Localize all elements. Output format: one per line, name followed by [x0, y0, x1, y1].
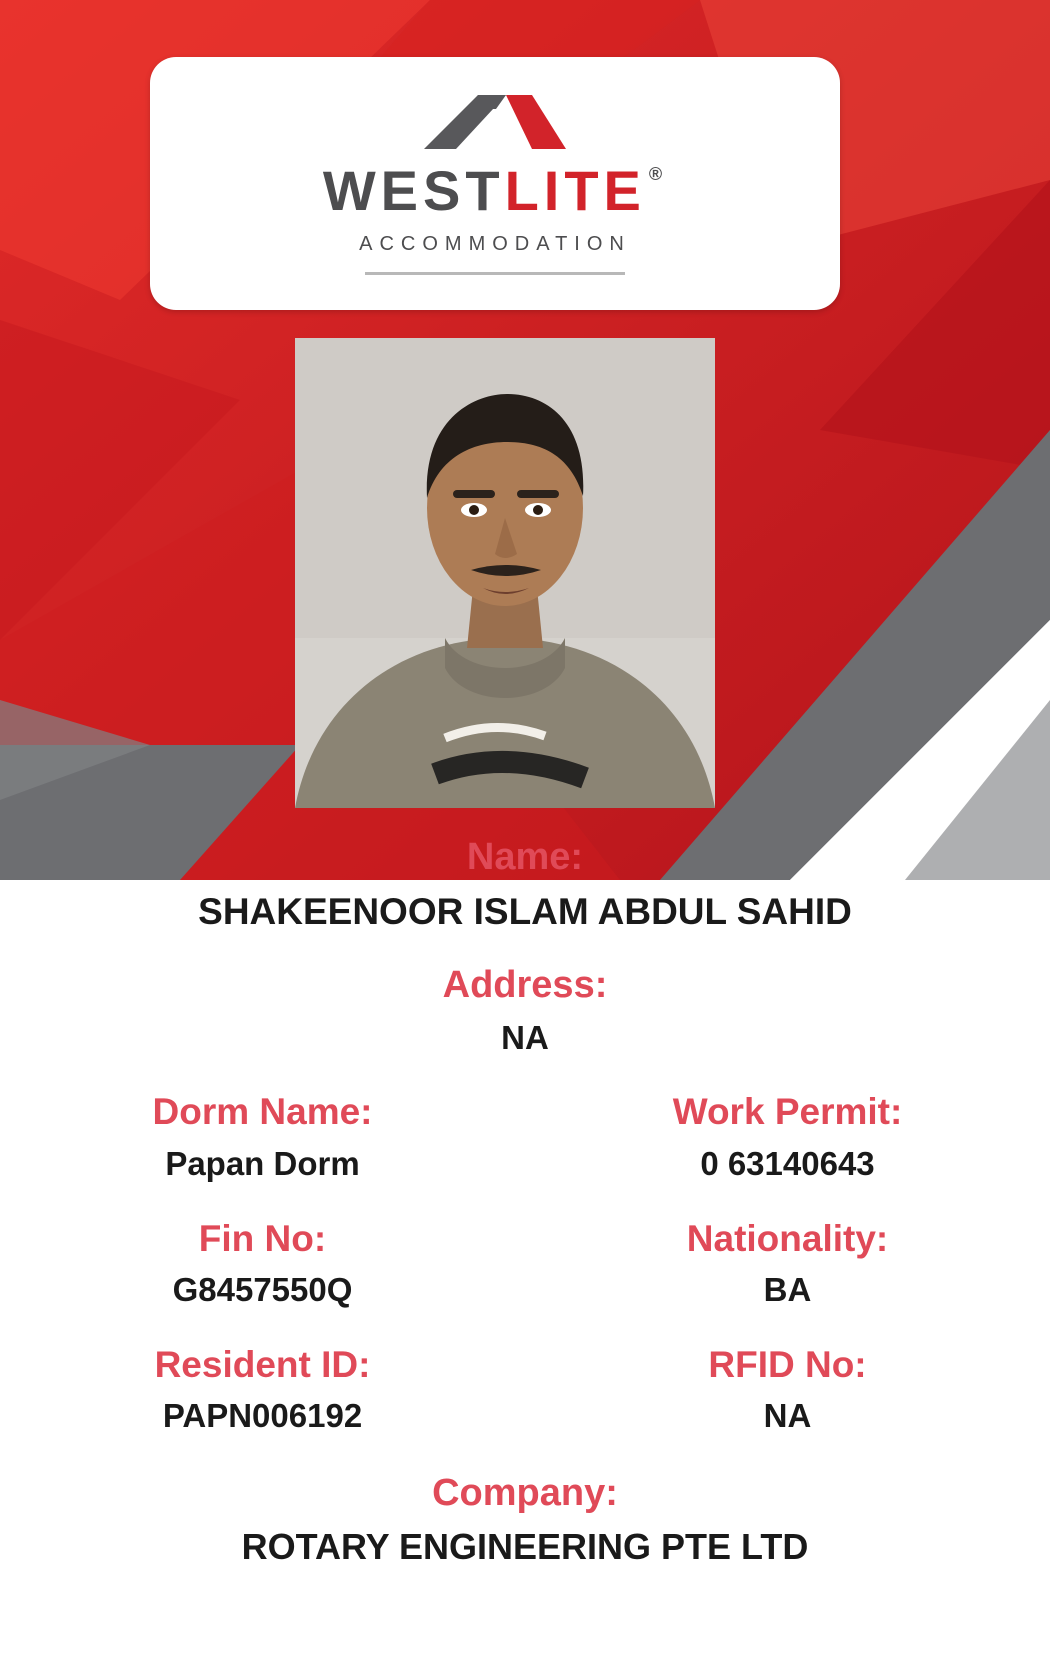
field-company — [0, 1472, 1050, 1569]
address-label: Address: — [442, 964, 608, 1007]
field-name — [0, 836, 1050, 934]
work-permit-value: 0 63140643 — [700, 1144, 875, 1182]
rfid-no-label: RFID No: — [708, 1343, 867, 1385]
resident-photo — [295, 338, 715, 808]
resident-id-value: PAPN006192 — [162, 1397, 363, 1435]
fin-no-label: Fin No: — [198, 1217, 327, 1259]
row-fin-nationality — [0, 1218, 1050, 1310]
rfid-no-value: NA — [763, 1397, 812, 1435]
field-dorm-name — [0, 1091, 525, 1183]
name-value: SHAKEENOOR ISLAM ABDUL SAHID — [198, 890, 852, 932]
field-work-permit — [525, 1091, 1050, 1183]
company-value: ROTARY ENGINEERING PTE LTD — [241, 1526, 809, 1568]
name-label: Name: — [466, 836, 584, 878]
registered-trademark-icon: ® — [648, 163, 668, 184]
company-label: Company: — [432, 1471, 618, 1514]
brand-wordmark — [322, 158, 668, 222]
wordmark-west: WEST — [322, 158, 505, 222]
work-permit-label: Work Permit: — [672, 1091, 903, 1133]
row-dorm-workpermit — [0, 1091, 1050, 1183]
field-fin-no — [0, 1218, 525, 1310]
resident-id-label: Resident ID: — [154, 1343, 371, 1385]
dorm-name-value: Papan Dorm — [165, 1144, 360, 1182]
roof-house-icon — [420, 93, 570, 151]
address-value: NA — [501, 1018, 549, 1056]
row-residentid-rfid — [0, 1344, 1050, 1436]
field-resident-id — [0, 1344, 525, 1436]
portrait-illustration — [295, 338, 715, 808]
dorm-name-label: Dorm Name: — [152, 1091, 373, 1133]
field-address — [0, 964, 1050, 1057]
field-rfid-no — [525, 1344, 1050, 1436]
brand-tagline: ACCOMMODATION — [359, 232, 631, 255]
nationality-value: BA — [763, 1271, 812, 1309]
logo-divider — [365, 272, 625, 275]
field-nationality — [525, 1218, 1050, 1310]
wordmark-lite: LITE — [504, 158, 646, 222]
brand-logo-panel — [150, 57, 840, 310]
nationality-label: Nationality: — [686, 1217, 889, 1259]
resident-details — [0, 828, 1050, 1569]
fin-no-value: G8457550Q — [172, 1271, 353, 1309]
